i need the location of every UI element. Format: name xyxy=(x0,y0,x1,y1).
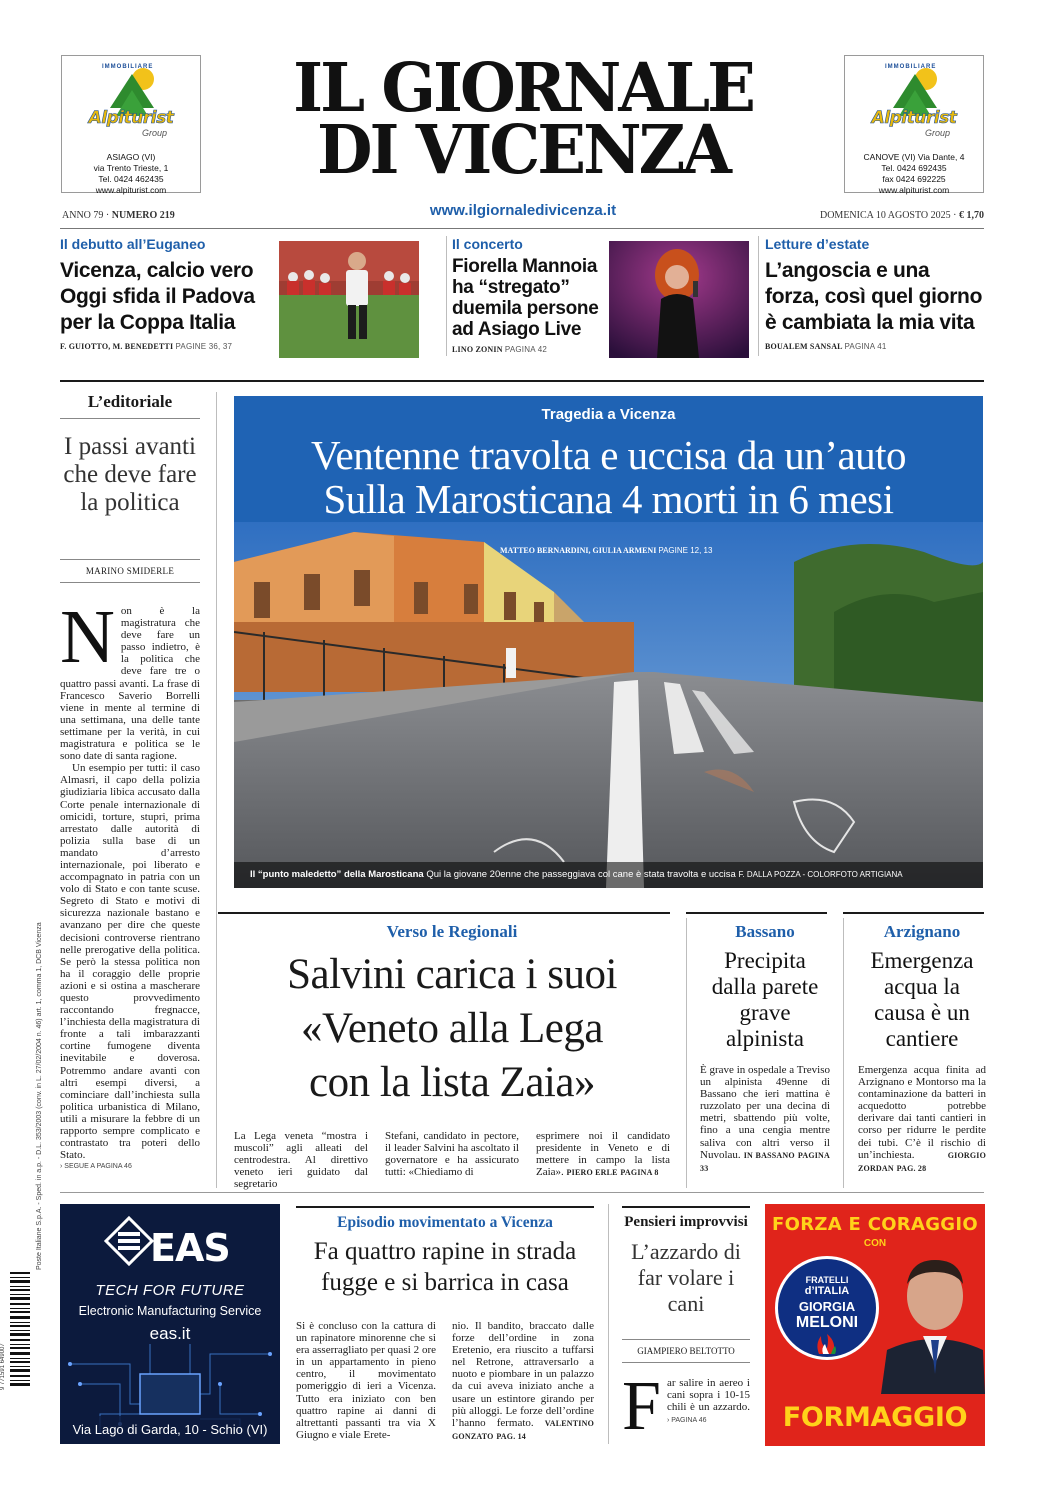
eas-logo: EAS xyxy=(150,1226,230,1270)
ad-line: www.alpiturist.com xyxy=(95,185,167,195)
politics-story[interactable] xyxy=(232,922,672,1110)
politics-col-1: La Lega veneta “mostra i muscoli” agli alleati del centrodestra. Al direttivo veneto ieri guidato dal segretario xyxy=(234,1130,368,1191)
section-label: L’editoriale xyxy=(87,392,173,411)
barcode-digits: 9 771591 649007 xyxy=(0,1343,6,1390)
candidate-photo xyxy=(881,1254,985,1394)
editorial-title: I passi avanti che deve fare la politica xyxy=(63,433,197,516)
politics-headline-2: «Veneto alla Lega xyxy=(301,1005,603,1052)
headline: Fiorella Mannoia ha “stregato” duemila persone ad Asiago Live xyxy=(452,256,599,340)
issue-date: DOMENICA 10 AGOSTO 2025 · € 1,70 xyxy=(819,210,984,221)
party-logo: FRATELLI d’ITALIA GIORGIA MELONI xyxy=(775,1256,879,1360)
politics-col-3: esprimere noi il candidato presidente in Veneto e di mettere in campo la lista Zaia». PIERO ERLE PAGINA 8 xyxy=(536,1130,670,1179)
photo-football xyxy=(279,241,419,358)
ad-line: CANOVE (VI) Via Dante, 4 xyxy=(863,152,965,162)
bassano-headline: Precipita dalla parete grave alpinista xyxy=(711,948,819,1051)
thoughts-section: Pensieri improvvisi xyxy=(624,1214,748,1230)
robbery-kicker: Episodio movimentato a Vicenza xyxy=(337,1214,553,1231)
arzignano-kicker: Arzignano xyxy=(883,922,961,941)
arzignano-headline: Emergenza acqua la causa è un cantiere xyxy=(870,948,974,1051)
ad-line: Tel. 0424 462435 xyxy=(98,174,164,184)
bassano-story[interactable] xyxy=(700,922,830,1175)
lead-byline: MATTEO BERNARDINI, GIULIA ARMENI PAGINE 12, 13 xyxy=(500,546,713,555)
eas-site: eas.it xyxy=(149,1324,191,1343)
politics-headline-3: con la lista Zaia» xyxy=(309,1059,595,1106)
ad-line: via Trento Trieste, 1 xyxy=(93,163,169,173)
bassano-kicker: Bassano xyxy=(735,922,795,941)
alpiturist-logo: IMMOBILIARE Alpiturist Group xyxy=(871,64,957,138)
ad-eas[interactable] xyxy=(60,1204,280,1444)
eas-tagline: TECH FOR FUTURE xyxy=(95,1282,245,1299)
ad-formaggio[interactable] xyxy=(765,1204,985,1446)
editorial-author: MARINO SMIDERLE xyxy=(85,566,175,576)
candidate-name: FORMAGGIO xyxy=(782,1402,968,1433)
lead-caption: Il “punto maledetto” della Marosticana Qui la giovane 20enne che passeggiava col cane è stata travolta e uccisa F. DALLA POZZA - COLORFOTO ARTIGIANA xyxy=(250,869,903,880)
photo-concert xyxy=(609,241,749,358)
editorial-text: Non è la magistratura che deve fare un passo indietro, è la politica che deve fare tre o quattro passi avanti. La frase di Francesco Saverio Borrelli viene in mente al termine di una settimana, una delle tante settimane per la verità, in cui magistratura e politica se le sono date di santa ragione. Un esempio per tutti: il caso Almasri, il capo della polizia giudiziaria libica accusato dalla Corte penale internazionale di omicidi, torture, stupri, prima arrestato dalle autorità di polizia sulla base di un mandato d’arresto internazionale, poi liberato e accompagnato in patria con un volo di Stato e con tante scuse. Segreto di Stato e motivi di sicurezza nazionale bastano e avanzano per dire che queste decisioni controverse rientrano nelle prerogative della politica. Se però la stessa politica non ha il coraggio delle proprie azioni e si ostina a mascherare questo provvedimento raccontando fregnacce, l’inchiesta della magistratura di fronte a tali imbarazzanti cortine fumogene diventa inevitabile e doverosa. Potremmo andare avanti con altri esempi diversi, a cominciare dall’inchiesta sulla politica urbanistica di Milano, utili a misurare la febbre di un rapporto sempre complicato e contrastato tra poteri dello Stato. xyxy=(60,595,200,1162)
headline: Vicenza, calcio vero Oggi sfida il Padova per la Coppa Italia xyxy=(60,259,255,334)
ad-line: fax 0424 692225 xyxy=(882,174,946,184)
ad-slogan: FORZA E CORAGGIO xyxy=(772,1214,978,1235)
ad-alpiturist-left[interactable] xyxy=(61,55,201,193)
politics-headline-1: Salvini carica i suoi xyxy=(287,951,617,998)
masthead-title: IL GIORNALE DI VICENZA xyxy=(293,49,753,190)
flame-icon xyxy=(807,1332,847,1354)
robbery-headline-2: fugge e si barrica in casa xyxy=(321,1269,569,1296)
lead-headline-1: Ventenne travolta e uccisa da un’auto xyxy=(310,432,907,478)
robbery-col-2: nio. Il bandito, braccato dalle forze dell’ordine in zona Eretenio, era riuscito a tuffarsi nel Retrone, attraversarlo a nuoto e piombare in un palazzo da cui aveva iniziato anche a usare un estintore girando per più alloggi. Le forze dell’ordine l’hanno fermato. VALENTINO GONZATO PAG. 14 xyxy=(452,1320,594,1441)
eas-service: Electronic Manufacturing Service xyxy=(78,1304,262,1318)
ad-line: ASIAGO (VI) xyxy=(106,152,156,162)
robbery-story[interactable] xyxy=(296,1206,594,1298)
alpiturist-logo: IMMOBILIARE Alpiturist Group xyxy=(88,64,174,138)
eas-address: Via Lago di Garda, 10 - Schio (VI) xyxy=(72,1422,268,1437)
arzignano-body: Emergenza acqua finita ad Arzignano e Montorso ma la contaminazione da batteri in acquedotto potrebbe derivare dai tanti cantieri in corso per ridurre le perdite dei tubi. C’è il rischio di un’inchiesta. GIORGIO ZORDAN PAG. 28 xyxy=(858,1064,986,1173)
ad-alpiturist-right[interactable] xyxy=(844,55,984,193)
lead-kicker: Tragedia a Vicenza xyxy=(541,406,676,423)
robbery-col-1: Si è concluso con la cattura di un rapinatore minorenne che si era asserragliato per quasi 2 ore in un appartamento in pieno centro, il movimentato pomeriggio di ieri a Vicenza. Tutto era iniziato con ben quattro rapine ai danni di altrettanti passanti tra via X Giugno e viale Erete- xyxy=(296,1320,436,1441)
top-story-calcio[interactable]: Il debutto all’Euganeo Vicenza, calcio vero Oggi sfida il Padova per la Coppa Italia F. GUIOTTO, M. BENEDETTI PAGINE 36, 37 xyxy=(60,236,440,366)
top-story-sansal[interactable]: Letture d’estate L’angoscia e una forza, così quel giorno è cambiata la mia vita BOUALEM SANSAL PAGINA 41 xyxy=(765,236,987,366)
ad-line: Tel. 0424 692435 xyxy=(881,163,947,173)
top-story-mannoia[interactable]: Il concerto Fiorella Mannoia ha “stregato” duemila persone ad Asiago Live LINO ZONIN PAGINA 42 xyxy=(452,236,748,366)
eas-logo-mark xyxy=(104,1216,154,1266)
thoughts-column[interactable] xyxy=(622,1206,750,1445)
robbery-headline-1: Fa quattro rapine in strada xyxy=(313,1238,577,1265)
thoughts-text: Far salire in aereo i cani sopra i 10-15 chili è un azzardo. › PAGINA 46 xyxy=(622,1368,750,1445)
ad-line: www.alpiturist.com xyxy=(878,185,950,195)
headline: L’angoscia e una forza, così quel giorno è cambiata la mia vita xyxy=(765,259,983,334)
arzignano-story[interactable] xyxy=(858,922,986,1175)
ad-slogan-sub: CON xyxy=(863,1238,887,1249)
barcode xyxy=(8,1270,32,1390)
politics-col-2: Stefani, candidato in pectore, il leader Salvini ha ascoltato il governatore e ha assicurato tutti: «Chiediamo di xyxy=(385,1130,519,1179)
bassano-body: È grave in ospedale a Treviso un alpinista 49enne di Bassano che ieri mattina è ruzzolato per una decina di metri, sbattendo più volte, fino a una cengia mentre saliva con altri verso il Nuvolau. IN BASSANO PAGINA 33 xyxy=(700,1064,831,1173)
continued-label: › SEGUE A PAGINA 46 xyxy=(60,1163,132,1171)
editorial[interactable] xyxy=(60,392,200,1170)
issue-info: ANNO 79 · NUMERO 219 xyxy=(62,210,175,221)
lead-headline-2: Sulla Marosticana 4 morti in 6 mesi xyxy=(323,476,894,522)
thoughts-title: L’azzardo di far volare i cani xyxy=(631,1239,741,1316)
thoughts-author: GIAMPIERO BELTOTTO xyxy=(637,1346,735,1356)
lead-photo xyxy=(234,522,983,888)
postal-notice: Poste Italiane S.p.A. - Sped. in a.p. - D.L. 353/2003 (conv. in L. 27/02/2004 n. 46) art. 1, comma 1, DCB Vicenza xyxy=(36,922,43,1270)
website-link[interactable]: www.ilgiornaledivicenza.it xyxy=(429,202,617,219)
politics-kicker: Verso le Regionali xyxy=(386,922,518,941)
